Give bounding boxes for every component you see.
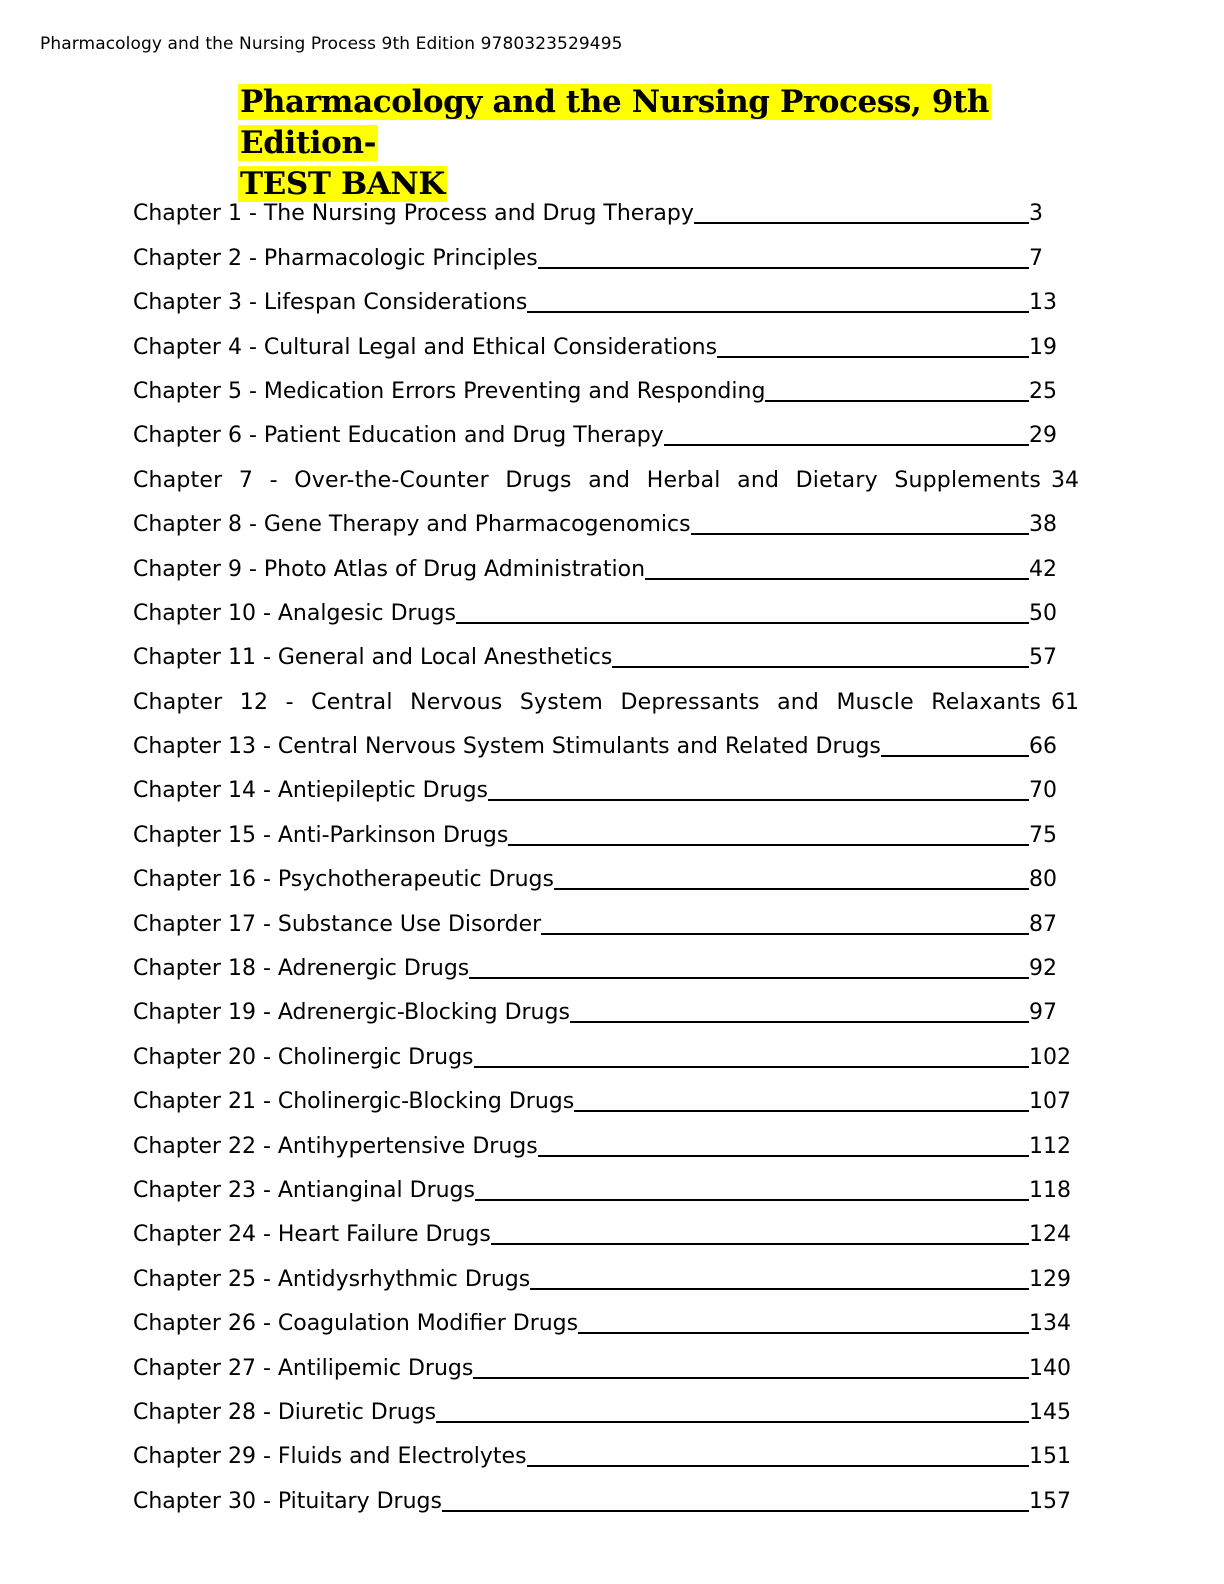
document-title-line-1: Pharmacology and the Nursing Process, 9th Edition- (240, 84, 989, 161)
toc-entry[interactable] (133, 767, 1079, 811)
document-title (238, 82, 1058, 205)
toc-entry-title: Chapter 11 - General and Local Anesthetics (133, 645, 613, 671)
toc-leader-line (473, 1377, 1029, 1379)
toc-leader-line (570, 1021, 1029, 1023)
toc-entry[interactable] (133, 190, 1079, 234)
toc-entry-title: Chapter 5 - Medication Errors Preventing and Responding (133, 378, 766, 404)
toc-entry-page-number: 134 (1029, 1311, 1071, 1337)
toc-entry-page-number: 57 (1029, 645, 1057, 671)
toc-entry-page-number: 129 (1029, 1266, 1071, 1292)
toc-entry-title: Chapter 3 - Lifespan Considerations (133, 290, 528, 316)
toc-entry[interactable] (133, 1300, 1079, 1344)
toc-entry-page-number: 112 (1029, 1133, 1071, 1159)
toc-entry-title: Chapter 26 - Coagulation Modifier Drugs (133, 1311, 579, 1337)
toc-entry-title: Chapter 14 - Antiepileptic Drugs (133, 778, 489, 804)
toc-leader-line (765, 400, 1029, 402)
toc-entry-page-number: 7 (1029, 245, 1043, 271)
toc-entry[interactable] (133, 1033, 1079, 1077)
toc-entry-title: Chapter 30 - Pituitary Drugs (133, 1488, 442, 1514)
running-header: Pharmacology and the Nursing Process 9th Edition 9780323529495 (40, 34, 623, 54)
toc-entry-page-number: 66 (1029, 734, 1057, 760)
toc-entry-page-number: 97 (1029, 1000, 1057, 1026)
toc-entry-title: Chapter 16 - Psychotherapeutic Drugs (133, 867, 554, 893)
table-of-contents (133, 190, 1079, 1522)
document-title-line-2: TEST BANK (240, 166, 445, 202)
toc-entry[interactable] (133, 1167, 1079, 1211)
toc-entry[interactable] (133, 323, 1079, 367)
toc-entry-page-number: 87 (1029, 911, 1057, 937)
toc-entry[interactable] (133, 1255, 1079, 1299)
toc-entry-title: Chapter 22 - Antihypertensive Drugs (133, 1133, 538, 1159)
toc-entry-title: Chapter 10 - Analgesic Drugs (133, 600, 456, 626)
toc-entry[interactable] (133, 368, 1079, 412)
toc-entry-title: Chapter 25 - Antidysrhythmic Drugs (133, 1266, 531, 1292)
toc-entry[interactable] (133, 412, 1079, 456)
toc-leader-line (442, 1510, 1029, 1512)
toc-entry-title: Chapter 15 - Anti-Parkinson Drugs (133, 822, 509, 848)
toc-entry[interactable] (133, 900, 1079, 944)
toc-entry[interactable] (133, 634, 1079, 678)
toc-entry-page-number: 70 (1029, 778, 1057, 804)
toc-leader-line (664, 444, 1029, 446)
toc-entry[interactable] (133, 945, 1079, 989)
toc-entry[interactable] (133, 1389, 1079, 1433)
toc-entry-page-number: 124 (1029, 1222, 1071, 1248)
toc-entry[interactable] (133, 1211, 1079, 1255)
toc-entry-page-number: 151 (1029, 1444, 1071, 1470)
toc-entry-page-number: 61 (1051, 689, 1079, 715)
toc-entry-page-number: 145 (1029, 1399, 1071, 1425)
toc-entry-title: Chapter 1 - The Nursing Process and Drug Therapy (133, 201, 694, 227)
toc-leader-line (554, 888, 1029, 890)
toc-entry-page-number: 50 (1029, 600, 1057, 626)
toc-leader-line (475, 1199, 1029, 1201)
toc-entry-title: Chapter 12 - Central Nervous System Depressants and Muscle Relaxants (133, 689, 1041, 715)
toc-leader-line (488, 799, 1029, 801)
toc-leader-line (491, 1243, 1029, 1245)
toc-entry[interactable] (133, 590, 1079, 634)
toc-entry[interactable] (133, 234, 1079, 278)
toc-entry-page-number: 157 (1029, 1488, 1071, 1514)
toc-entry-page-number: 38 (1029, 512, 1057, 538)
toc-entry-title: Chapter 6 - Patient Education and Drug Therapy (133, 423, 664, 449)
toc-entry[interactable] (133, 545, 1079, 589)
toc-leader-line (456, 622, 1029, 624)
toc-entry[interactable] (133, 456, 1079, 500)
toc-entry-title: Chapter 21 - Cholinergic-Blocking Drugs (133, 1089, 575, 1115)
toc-entry[interactable] (133, 811, 1079, 855)
toc-leader-line (881, 755, 1029, 757)
toc-entry[interactable] (133, 1433, 1079, 1477)
toc-leader-line (578, 1332, 1029, 1334)
toc-entry[interactable] (133, 1477, 1079, 1521)
toc-leader-line (645, 578, 1029, 580)
toc-entry-page-number: 140 (1029, 1355, 1071, 1381)
toc-entry-title: Chapter 24 - Heart Failure Drugs (133, 1222, 491, 1248)
toc-leader-line (527, 311, 1029, 313)
toc-entry-title: Chapter 2 - Pharmacologic Principles (133, 245, 538, 271)
toc-entry[interactable] (133, 723, 1079, 767)
toc-entry-title: Chapter 19 - Adrenergic-Blocking Drugs (133, 1000, 570, 1026)
toc-leader-line (538, 267, 1029, 269)
toc-entry-title: Chapter 4 - Cultural Legal and Ethical Considerations (133, 334, 718, 360)
toc-entry-page-number: 92 (1029, 956, 1057, 982)
toc-entry[interactable] (133, 856, 1079, 900)
toc-entry[interactable] (133, 989, 1079, 1033)
toc-entry-page-number: 34 (1051, 467, 1079, 493)
toc-leader-line (474, 1066, 1029, 1068)
toc-entry-page-number: 107 (1029, 1089, 1071, 1115)
toc-entry-title: Chapter 27 - Antilipemic Drugs (133, 1355, 474, 1381)
toc-entry-title: Chapter 13 - Central Nervous System Stimulants and Related Drugs (133, 734, 881, 760)
toc-entry[interactable] (133, 279, 1079, 323)
toc-entry-title: Chapter 29 - Fluids and Electrolytes (133, 1444, 527, 1470)
toc-entry-title: Chapter 7 - Over-the-Counter Drugs and Herbal and Dietary Supplements (133, 467, 1041, 493)
toc-leader-line (691, 533, 1029, 535)
toc-entry-page-number: 75 (1029, 822, 1057, 848)
toc-entry[interactable] (133, 678, 1079, 722)
toc-entry[interactable] (133, 1078, 1079, 1122)
toc-leader-line (612, 666, 1029, 668)
toc-leader-line (717, 356, 1029, 358)
toc-entry-page-number: 80 (1029, 867, 1057, 893)
toc-entry-page-number: 29 (1029, 423, 1057, 449)
toc-entry-title: Chapter 28 - Diuretic Drugs (133, 1399, 437, 1425)
toc-entry-title: Chapter 20 - Cholinergic Drugs (133, 1044, 474, 1070)
toc-entry-title: Chapter 23 - Antianginal Drugs (133, 1177, 475, 1203)
toc-entry-page-number: 42 (1029, 556, 1057, 582)
toc-leader-line (538, 1155, 1029, 1157)
toc-leader-line (694, 222, 1029, 224)
toc-entry-page-number: 102 (1029, 1044, 1071, 1070)
toc-entry-title: Chapter 8 - Gene Therapy and Pharmacogenomics (133, 512, 691, 538)
toc-leader-line (574, 1110, 1029, 1112)
toc-leader-line (469, 977, 1029, 979)
toc-entry-page-number: 118 (1029, 1177, 1071, 1203)
toc-entry-title: Chapter 17 - Substance Use Disorder (133, 911, 542, 937)
toc-leader-line (508, 844, 1029, 846)
toc-entry[interactable] (133, 1344, 1079, 1388)
toc-leader-line (436, 1421, 1029, 1423)
toc-leader-line (527, 1465, 1029, 1467)
toc-entry-title: Chapter 18 - Adrenergic Drugs (133, 956, 470, 982)
toc-entry-page-number: 25 (1029, 378, 1057, 404)
toc-entry[interactable] (133, 1122, 1079, 1166)
toc-entry-title: Chapter 9 - Photo Atlas of Drug Administration (133, 556, 646, 582)
toc-entry[interactable] (133, 501, 1079, 545)
toc-entry-page-number: 13 (1029, 290, 1057, 316)
toc-leader-line (530, 1288, 1029, 1290)
toc-entry-page-number: 19 (1029, 334, 1057, 360)
toc-leader-line (541, 933, 1029, 935)
toc-entry-page-number: 3 (1029, 201, 1043, 227)
